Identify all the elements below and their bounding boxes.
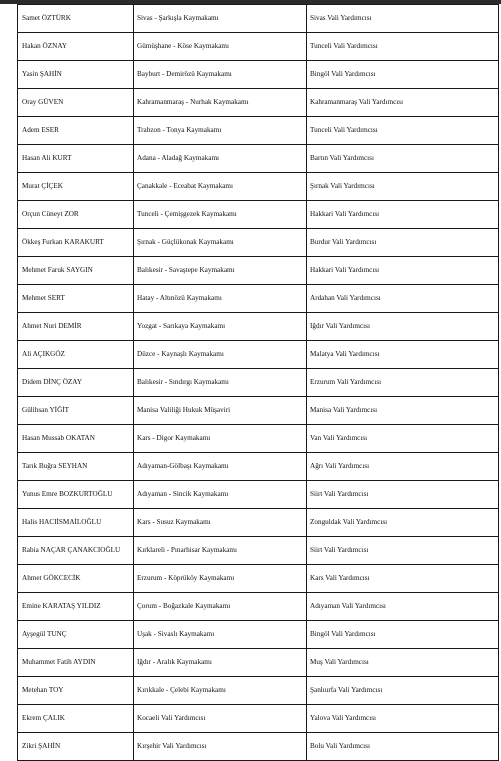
name-cell: Metehan TOY	[18, 677, 134, 705]
new-position-cell: Adıyaman Vali Yardımcısı	[307, 593, 499, 621]
table-row	[18, 173, 499, 201]
current-position-cell: Uşak - Sivaslı Kaymakamı	[134, 621, 307, 649]
new-position-cell: Bingöl Vali Yardımcısı	[307, 621, 499, 649]
name-cell: Yunus Emre BOZKURTOĞLU	[18, 481, 134, 509]
new-position-cell: Şanlıurfa Vali Yardımcısı	[307, 677, 499, 705]
name-cell: Murat ÇİÇEK	[18, 173, 134, 201]
current-position-cell: Manisa Valiliği Hukuk Müşaviri	[134, 397, 307, 425]
table-row	[18, 705, 499, 733]
current-position-cell: Adana - Aladağ Kaymakamı	[134, 145, 307, 173]
table-row	[18, 369, 499, 397]
new-position-cell: Ardahan Vali Yardımcısı	[307, 285, 499, 313]
new-position-cell: Siirt Vali Yardımcısı	[307, 537, 499, 565]
new-position-cell: Kahramanmaraş Vali Yardımcısı	[307, 89, 499, 117]
new-position-cell: Tunceli Vali Yardımcısı	[307, 33, 499, 61]
current-position-cell: Düzce - Kaynaşlı Kaymakamı	[134, 341, 307, 369]
name-cell: Emine KARATAŞ YILDIZ	[18, 593, 134, 621]
name-cell: Ahmet Nuri DEMİR	[18, 313, 134, 341]
table-row	[18, 5, 499, 33]
current-position-cell: Adıyaman-Gölbaşı Kaymakamı	[134, 453, 307, 481]
name-cell: Hakan ÖZNAY	[18, 33, 134, 61]
current-position-cell: Balıkesir - Savaştepe Kaymakamı	[134, 257, 307, 285]
name-cell: Gülihsan YİĞİT	[18, 397, 134, 425]
table-row	[18, 733, 499, 761]
new-position-cell: Bingöl Vali Yardımcısı	[307, 61, 499, 89]
table-row	[18, 201, 499, 229]
table-row	[18, 61, 499, 89]
name-cell: Ahmet GÖKCECİK	[18, 565, 134, 593]
name-cell: Hasan Mussab OKATAN	[18, 425, 134, 453]
name-cell: Mehmet Faruk SAYGIN	[18, 257, 134, 285]
new-position-cell: Siirt Vali Yardımcısı	[307, 481, 499, 509]
current-position-cell: Kars - Susuz Kaymakamı	[134, 509, 307, 537]
name-cell: Ökkeş Furkan KARAKURT	[18, 229, 134, 257]
name-cell: Muhammet Fatih AYDIN	[18, 649, 134, 677]
table-row	[18, 677, 499, 705]
name-cell: Mehmet SERT	[18, 285, 134, 313]
table-row	[18, 565, 499, 593]
table-row	[18, 145, 499, 173]
table-row	[18, 425, 499, 453]
name-cell: Hasan Ali KURT	[18, 145, 134, 173]
table-row	[18, 453, 499, 481]
new-position-cell: Zonguldak Vali Yardımcısı	[307, 509, 499, 537]
name-cell: Yasin ŞAHİN	[18, 61, 134, 89]
new-position-cell: Malatya Vali Yardımcısı	[307, 341, 499, 369]
new-position-cell: Iğdır Vali Yardımcısı	[307, 313, 499, 341]
table-row	[18, 397, 499, 425]
new-position-cell: Yalova Vali Yardımcısı	[307, 705, 499, 733]
current-position-cell: Kırklareli - Pınarhisar Kaymakamı	[134, 537, 307, 565]
name-cell: Rabia NAÇAR ÇANAKCIOĞLU	[18, 537, 134, 565]
new-position-cell: Sivas Vali Yardımcısı	[307, 5, 499, 33]
new-position-cell: Kars Vali Yardımcısı	[307, 565, 499, 593]
current-position-cell: Kırıkkale - Çelebi Kaymakamı	[134, 677, 307, 705]
new-position-cell: Hakkari Vali Yardımcısı	[307, 201, 499, 229]
appointment-table-body	[18, 5, 499, 761]
new-position-cell: Van Vali Yardımcısı	[307, 425, 499, 453]
current-position-cell: Bayburt - Demirözü Kaymakamı	[134, 61, 307, 89]
new-position-cell: Ağrı Vali Yardımcısı	[307, 453, 499, 481]
current-position-cell: Iğdır - Aralık Kaymakamı	[134, 649, 307, 677]
current-position-cell: Adıyaman - Sincik Kaymakamı	[134, 481, 307, 509]
table-row	[18, 117, 499, 145]
current-position-cell: Kırşehir Vali Yardımcısı	[134, 733, 307, 761]
current-position-cell: Trabzon - Tonya Kaymakamı	[134, 117, 307, 145]
current-position-cell: Erzurum - Köprüköy Kaymakamı	[134, 565, 307, 593]
name-cell: Zikri ŞAHİN	[18, 733, 134, 761]
name-cell: Ayşegül TUNÇ	[18, 621, 134, 649]
name-cell: Ekrem ÇALIK	[18, 705, 134, 733]
new-position-cell: Tunceli Vali Yardımcısı	[307, 117, 499, 145]
current-position-cell: Şırnak - Güçlükonak Kaymakamı	[134, 229, 307, 257]
new-position-cell: Burdur Vali Yardımcısı	[307, 229, 499, 257]
name-cell: Oray GÜVEN	[18, 89, 134, 117]
current-position-cell: Çorum - Boğazkale Kaymakamı	[134, 593, 307, 621]
new-position-cell: Bolu Vali Yardımcısı	[307, 733, 499, 761]
table-row	[18, 509, 499, 537]
table-row	[18, 257, 499, 285]
name-cell: Adem ESER	[18, 117, 134, 145]
current-position-cell: Çanakkale - Eceabat Kaymakamı	[134, 173, 307, 201]
name-cell: Tarık Buğra SEYHAN	[18, 453, 134, 481]
name-cell: Samet ÖZTÜRK	[18, 5, 134, 33]
new-position-cell: Muş Vali Yardımcısı	[307, 649, 499, 677]
name-cell: Didem DİNÇ ÖZAY	[18, 369, 134, 397]
new-position-cell: Manisa Vali Yardımcısı	[307, 397, 499, 425]
current-position-cell: Balıkesir - Sındırgı Kaymakamı	[134, 369, 307, 397]
current-position-cell: Gümüşhane - Köse Kaymakamı	[134, 33, 307, 61]
new-position-cell: Hakkari Vali Yardımcısı	[307, 257, 499, 285]
current-position-cell: Kars - Digor Kaymakamı	[134, 425, 307, 453]
table-row	[18, 33, 499, 61]
table-row	[18, 285, 499, 313]
table-row	[18, 341, 499, 369]
current-position-cell: Tunceli - Çemişgezek Kaymakamı	[134, 201, 307, 229]
current-position-cell: Sivas - Şarkışla Kaymakamı	[134, 5, 307, 33]
table-row	[18, 537, 499, 565]
current-position-cell: Kocaeli Vali Yardımcısı	[134, 705, 307, 733]
name-cell: Ali AÇIKGÖZ	[18, 341, 134, 369]
appointment-table	[17, 4, 499, 761]
table-row	[18, 621, 499, 649]
new-position-cell: Şırnak Vali Yardımcısı	[307, 173, 499, 201]
new-position-cell: Bartın Vali Yardımcısı	[307, 145, 499, 173]
table-row	[18, 313, 499, 341]
current-position-cell: Kahramanmaraş - Nurhak Kaymakamı	[134, 89, 307, 117]
name-cell: Orçun Cüneyt ZOR	[18, 201, 134, 229]
name-cell: Halis HACIİSMAİLOĞLU	[18, 509, 134, 537]
new-position-cell: Erzurum Vali Yardımcısı	[307, 369, 499, 397]
table-row	[18, 481, 499, 509]
appointment-list-page	[17, 4, 498, 754]
table-row	[18, 649, 499, 677]
table-row	[18, 593, 499, 621]
current-position-cell: Hatay - Altınözü Kaymakamı	[134, 285, 307, 313]
table-row	[18, 89, 499, 117]
table-row	[18, 229, 499, 257]
current-position-cell: Yozgat - Sarıkaya Kaymakamı	[134, 313, 307, 341]
